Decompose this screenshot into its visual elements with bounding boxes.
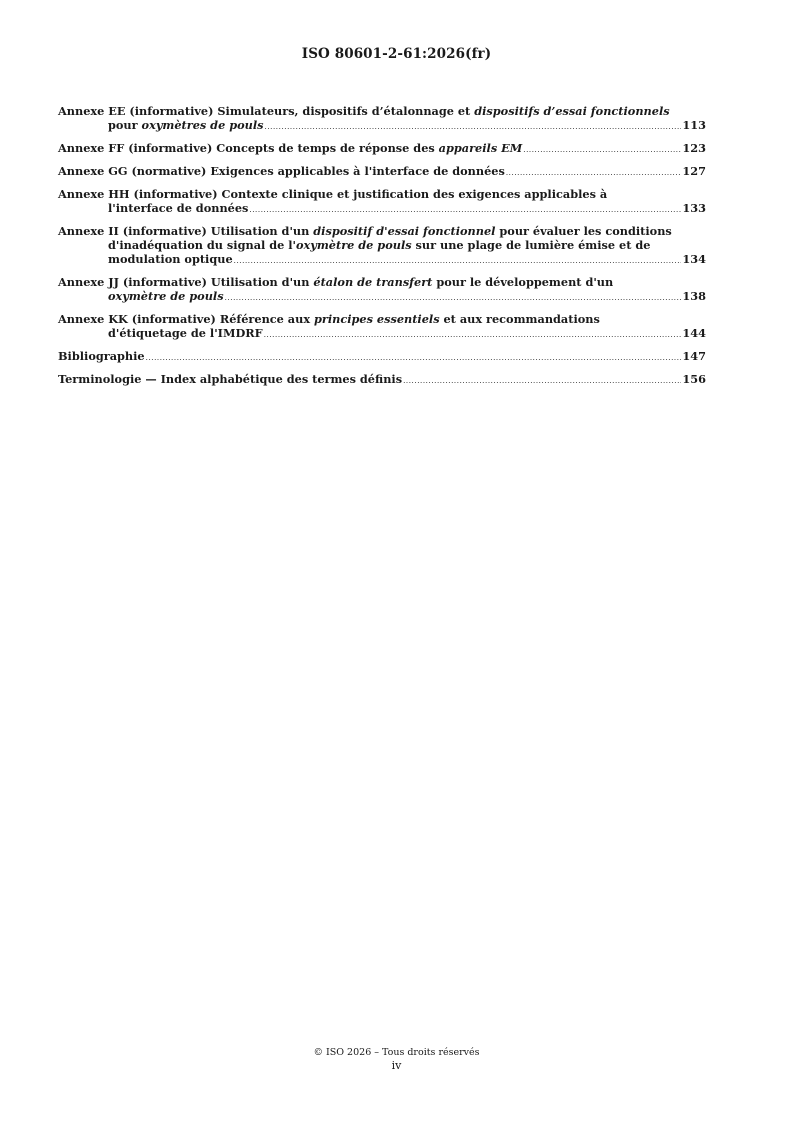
dot-leader — [264, 328, 682, 342]
toc-entry-title: Annexe FF (informative) Concepts de temps de réponse des — [58, 141, 439, 155]
toc-entry-title: Annexe HH (informative) Contexte clinique et justification des exigences applicables à — [58, 187, 608, 201]
toc-line — [58, 275, 706, 289]
toc-page-number: 147 — [682, 349, 706, 363]
toc-entry-defined-term: dispositifs d’essai fonctionnels — [474, 104, 670, 118]
toc-entry-terminology-index[interactable] — [58, 372, 706, 388]
toc-entry-title: pour le développement d'un — [432, 275, 614, 289]
table-of-contents — [58, 104, 706, 395]
toc-page-number: 156 — [682, 372, 706, 386]
toc-entry-title: Annexe GG (normative) Exigences applicables à l'interface de données — [58, 164, 505, 178]
toc-entry-title: d'étiquetage de l'IMDRF — [108, 326, 263, 340]
toc-entry-title: Annexe KK (informative) Référence aux — [58, 312, 314, 326]
toc-entry-defined-term: principes essentiels — [314, 312, 440, 326]
toc-entry-defined-term: appareils EM — [438, 141, 523, 155]
toc-entry-defined-term: oxymètre de pouls — [296, 238, 412, 252]
toc-page-number: 138 — [682, 289, 706, 303]
toc-entry-annex-jj[interactable] — [58, 275, 706, 305]
document-header — [0, 46, 793, 62]
toc-page-number: 123 — [682, 141, 706, 155]
dot-leader — [234, 254, 682, 268]
toc-entry-title: Terminologie — Index alphabétique des termes définis — [58, 372, 403, 386]
toc-page-number: 113 — [682, 118, 706, 132]
toc-entry-defined-term: étalon de transfert — [313, 275, 433, 289]
toc-entry-title: pour évaluer les conditions — [495, 224, 672, 238]
toc-page-number: 144 — [682, 326, 706, 340]
toc-entry-title: Annexe JJ (informative) Utilisation d'un — [58, 275, 314, 289]
toc-line — [58, 187, 706, 201]
standard-identifier: ISO 80601-2-61:2026(fr) — [301, 46, 492, 62]
toc-line — [58, 224, 706, 238]
copyright-notice: © ISO 2026 – Tous droits réservés — [313, 1047, 480, 1058]
toc-entry-title: Annexe II (informative) Utilisation d'un — [58, 224, 314, 238]
toc-entry-annex-gg[interactable] — [58, 164, 706, 180]
toc-line — [58, 141, 706, 157]
dot-leader — [225, 291, 682, 305]
toc-page-number: 127 — [682, 164, 706, 178]
toc-line — [58, 252, 706, 268]
toc-line — [58, 238, 706, 252]
toc-page-number: 134 — [682, 252, 706, 266]
toc-entry-bibliography[interactable] — [58, 349, 706, 365]
toc-line — [58, 118, 706, 134]
toc-entry-title: pour — [108, 118, 142, 132]
toc-entry-annex-ii[interactable] — [58, 224, 706, 268]
dot-leader — [249, 203, 681, 217]
toc-entry-annex-ff[interactable] — [58, 141, 706, 157]
toc-line — [58, 104, 706, 118]
toc-entry-defined-term: oxymètres de pouls — [141, 118, 264, 132]
dot-leader — [265, 120, 682, 134]
toc-entry-annex-ee[interactable] — [58, 104, 706, 134]
page-number: iv — [391, 1059, 402, 1072]
toc-entry-title: modulation optique — [108, 252, 233, 266]
toc-entry-defined-term: oxymètre de pouls — [108, 289, 224, 303]
toc-entry-title: l'interface de données — [108, 201, 249, 215]
toc-entry-annex-hh[interactable] — [58, 187, 706, 217]
dot-leader — [523, 143, 681, 157]
toc-page-number: 133 — [682, 201, 706, 215]
toc-entry-defined-term: dispositif d'essai fonctionnel — [313, 224, 496, 238]
toc-entry-title: d'inadéquation du signal de l' — [108, 238, 297, 252]
toc-line — [58, 289, 706, 305]
dot-leader — [403, 374, 681, 388]
toc-entry-title: Annexe EE (informative) Simulateurs, dispositifs d’étalonnage et — [58, 104, 475, 118]
toc-line — [58, 164, 706, 180]
toc-line — [58, 312, 706, 326]
document-footer — [0, 1046, 793, 1072]
toc-entry-title: Bibliographie — [58, 349, 145, 363]
toc-line — [58, 349, 706, 365]
toc-line — [58, 372, 706, 388]
toc-entry-annex-kk[interactable] — [58, 312, 706, 342]
toc-line — [58, 326, 706, 342]
toc-entry-title: et aux recommandations — [439, 312, 600, 326]
dot-leader — [146, 351, 682, 365]
toc-line — [58, 201, 706, 217]
toc-entry-title: sur une plage de lumière émise et de — [411, 238, 651, 252]
dot-leader — [506, 166, 682, 180]
